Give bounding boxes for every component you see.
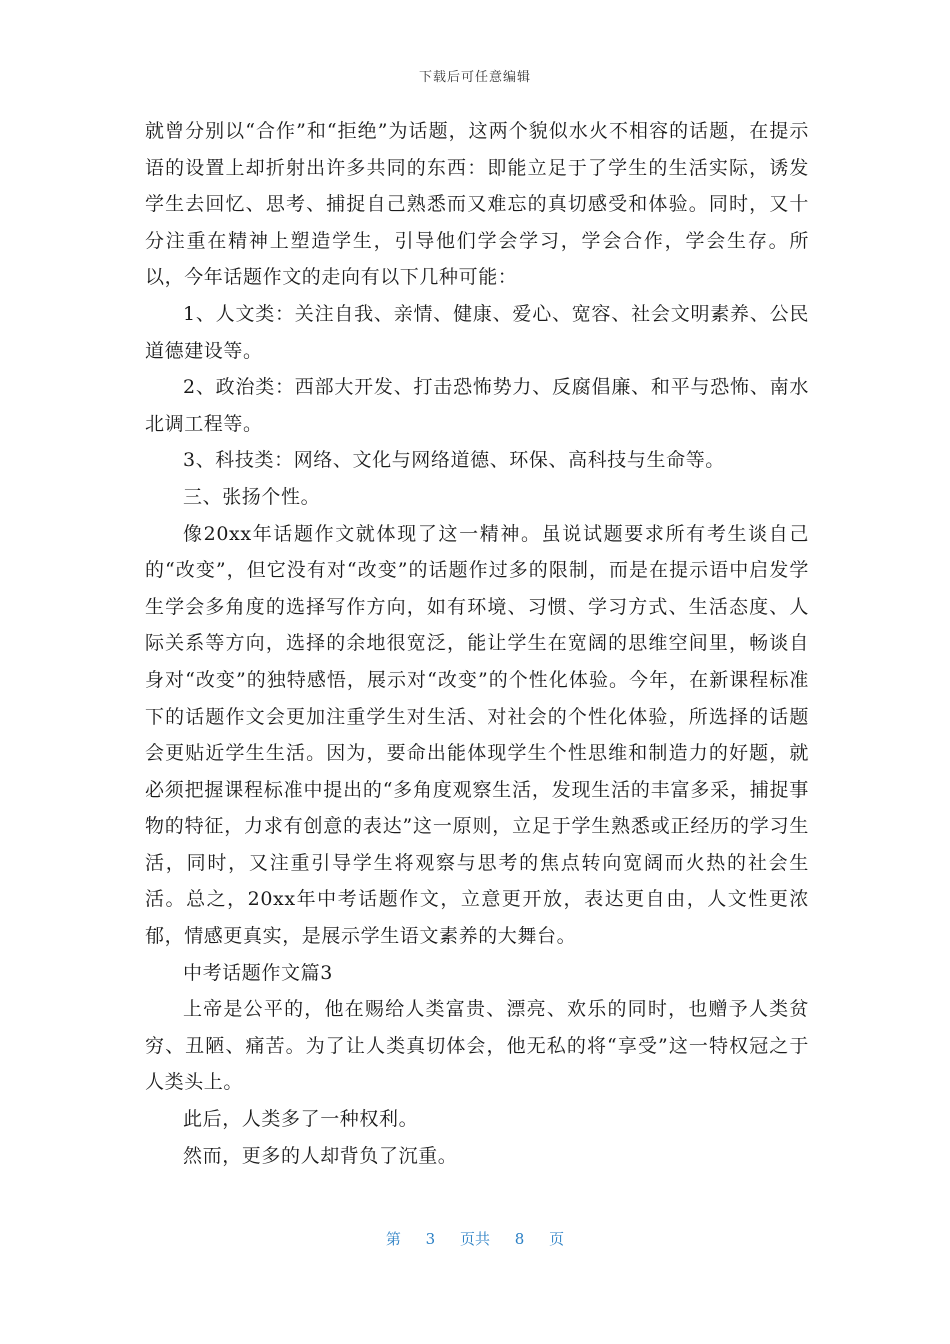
paragraph: 然而，更多的人却背负了沉重。	[183, 1144, 458, 1167]
list-item: 1、人文类：关注自我、亲情、健康、爱心、宽容、社会文明素养、公民道德建设等。	[145, 302, 809, 362]
document-body	[145, 113, 809, 1174]
paragraph: 此后，人类多了一种权利。	[183, 1108, 419, 1131]
footer-prefix: 第	[385, 1230, 401, 1248]
footer-middle: 页共	[459, 1230, 490, 1248]
paragraph: 像20xx年话题作文就体现了这一精神。虽说试题要求所有考生谈自己的“改变”，但它没有对“改变”的话题作过多的限制，而是在提示语中启发学生学会多角度的选择写作方向，如有环境、习惯、学习方式、生活态度、人际关系等方向，选择的余地很宽泛，能让学生在宽阔的思维空间里，畅谈自身对“改变”的独特感悟，展示对“改变”的个性化体验。今年，在新课程标准下的话题作文会更加注重学生对生活、对社会的个性化体验，所选择的话题会更贴近学生生活。因为，要命出能体现学生个性思维和制造力的好题，就必须把握课程标准中提出的“多角度观察生活，发现生活的丰富多采，捕捉事物的特征，力求有创意的表达”这一原则，立足于学生熟悉或正经历的学习生活，同时，又注重引导学生将观察与思考的焦点转向宽阔而火热的社会生活。总之，20xx年中考话题作文，立意更开放，表达更自由，人文性更浓郁，情感更真实，是展示学生语文素养的大舞台。	[145, 522, 809, 948]
footer-current-page: 3	[425, 1230, 436, 1248]
paragraph: 就曾分别以“合作”和“拒绝”为话题，这两个貌似水火不相容的话题，在提示语的设置上却折射出许多共同的东西：即能立足于了学生的生活实际，诱发学生去回忆、思考、捕捉自己熟悉而又难忘的真切感受和体验。同时，又十分注重在精神上塑造学生，引导他们学会学习，学会合作，学会生存。所以，今年话题作文的走向有以下几种可能：	[145, 120, 809, 289]
footer-suffix: 页	[549, 1230, 565, 1248]
list-item: 3、科技类：网络、文化与网络道德、环保、高科技与生命等。	[183, 449, 725, 472]
page-header-note: 下载后可任意编辑	[418, 70, 531, 85]
list-item: 2、政治类：西部大开发、打击恐怖势力、反腐倡廉、和平与恐怖、南水北调工程等。	[145, 376, 809, 435]
page-number-footer	[0, 1228, 950, 1249]
footer-total-pages: 8	[514, 1230, 525, 1248]
section-heading: 三、张扬个性。	[183, 485, 321, 508]
article-title: 中考话题作文篇3	[183, 961, 333, 984]
paragraph: 上帝是公平的，他在赐给人类富贵、漂亮、欢乐的同时，也赠予人类贫穷、丑陋、痛苦。为了让人类真切体会，他无私的将“享受”这一特权冠之于人类头上。	[145, 998, 809, 1094]
